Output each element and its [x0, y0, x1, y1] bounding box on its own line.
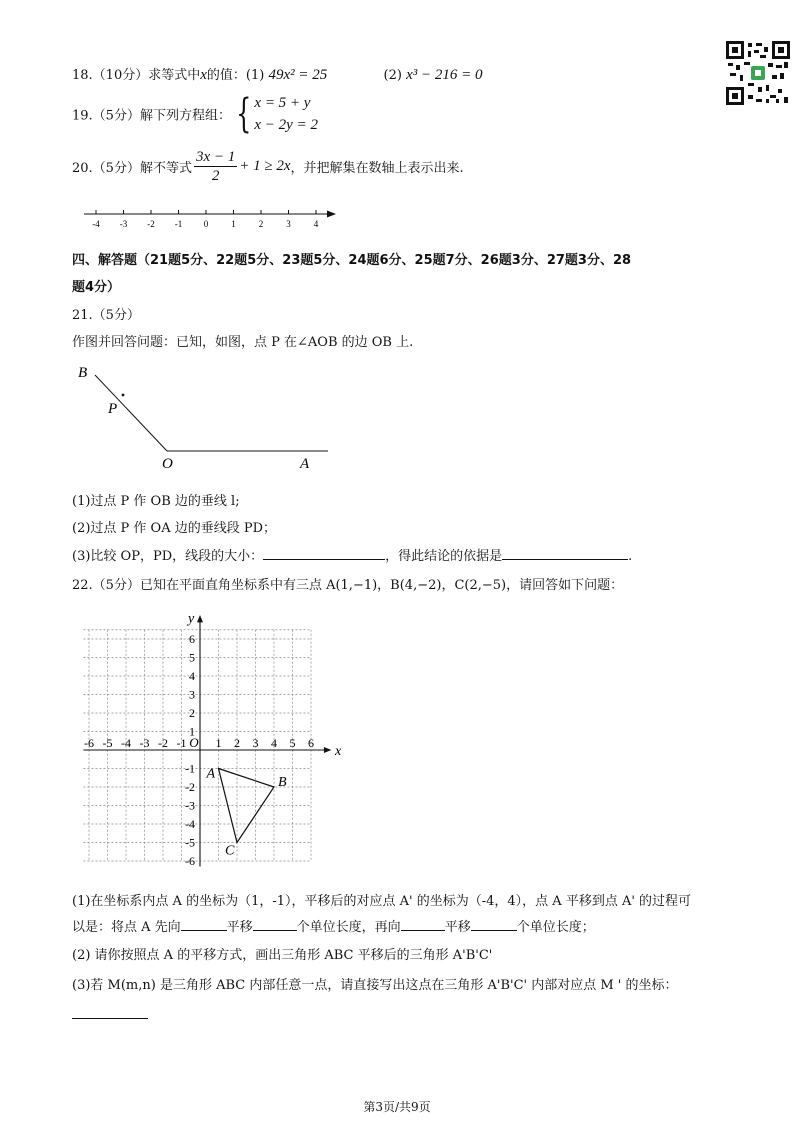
page-footer: 第3页/共9页	[363, 1100, 431, 1114]
coordinate-grid	[78, 600, 353, 870]
q21-step-3-a: (3)比较 OP，PD，线段的大小：	[72, 549, 264, 564]
q22-step-3: (3)若 M(m,n) 是三角形 ABC 内部任意一点，请直接写出这点在三角形 A'B'C' 内部对应点 M ' 的坐标：	[72, 978, 678, 993]
q19-equation-2: x − 2y = 2	[254, 117, 318, 133]
y-tick-label: 4	[189, 669, 195, 683]
q18-var: x	[200, 67, 207, 83]
label-o: O	[162, 456, 173, 472]
q21-step-2: (2)过点 P 作 OA 边的垂线段 PD；	[72, 521, 277, 536]
arrow-right-icon	[327, 211, 336, 218]
number-line-label: 3	[286, 219, 291, 229]
y-tick-label: -1	[185, 761, 195, 776]
angle-aob-figure	[70, 360, 330, 472]
x-tick-label: -4	[121, 736, 131, 750]
q19-equation-1: x = 5 + y	[254, 95, 311, 111]
y-tick-label: -6	[185, 854, 195, 868]
x-tick-label: 4	[271, 736, 277, 750]
number-line-label: -3	[119, 219, 128, 229]
point-label-b: B	[278, 775, 287, 790]
x-tick-label: 6	[308, 736, 314, 750]
number-line-label: 0	[203, 219, 209, 229]
question-21-head: 21.（5分）	[72, 308, 140, 323]
q20-fraction	[194, 148, 237, 185]
label-p: P	[108, 401, 118, 417]
q22-step-1b-4: 平移	[444, 920, 471, 935]
q22-step-1b-3: 个单位长度，再向	[296, 920, 401, 935]
y-tick-label: 5	[189, 650, 195, 665]
label-b: B	[78, 365, 88, 381]
number-line	[84, 204, 344, 232]
q18-equation-2: x³ − 216 = 0	[406, 67, 483, 83]
question-21-intro: 作图并回答问题：已知，如图，点 P 在∠AOB 的边 OB 上.	[72, 335, 414, 350]
point-label-a: A	[206, 766, 216, 782]
question-22-intro: 22.（5分）已知在平面直角坐标系中有三点 A(1,−1)，B(4,−2)，C(2,−5)，请回答如下问题：	[72, 578, 624, 593]
y-tick-label: 6	[189, 632, 195, 646]
q21-step-3-c: .	[628, 549, 633, 564]
q22-step-2: (2) 请你按照点 A 的平移方式，画出三角形 ABC 平移后的三角形 A'B'C'	[72, 948, 493, 963]
answer-blank[interactable]	[253, 916, 297, 931]
q22-step-1b-2: 平移	[226, 920, 253, 935]
q22-step-1b-5: 个单位长度；	[516, 920, 595, 935]
point-p-dot	[122, 394, 125, 397]
x-tick-label: -2	[158, 736, 168, 750]
x-tick-label: -3	[139, 736, 150, 750]
brace-symbol: {	[236, 91, 252, 137]
number-line-label: -1	[174, 219, 183, 229]
label-a: A	[300, 456, 310, 472]
y-axis-label: y	[188, 611, 195, 627]
x-axis-label: x	[335, 744, 342, 759]
q22-step-1a: (1)在坐标系内点 A 的坐标为（1，-1），平移后的对应点 A' 的坐标为（-4，4），点 A 平移到点 A' 的过程可	[72, 894, 692, 909]
origin-label: O	[189, 735, 199, 750]
number-line-label: 4	[313, 219, 319, 229]
y-tick-label: -3	[185, 798, 195, 813]
q18-rest: 的值：(1)	[206, 68, 265, 83]
number-line-label: -4	[92, 219, 100, 229]
y-tick-label: -2	[185, 780, 195, 794]
x-tick-label: 2	[234, 736, 240, 750]
answer-blank[interactable]	[181, 916, 227, 931]
number-line-label: -2	[147, 219, 155, 229]
y-tick-label: -4	[185, 817, 195, 831]
q20-lead: 20.（5分）解不等式	[72, 161, 192, 176]
y-tick-label: 2	[189, 706, 195, 720]
x-tick-label: 3	[252, 736, 259, 750]
x-tick-label: 5	[289, 736, 296, 750]
q18-equation-1: 49x² = 25	[268, 67, 328, 83]
q19-lead: 19.（5分）解下列方程组：	[72, 108, 231, 124]
q20-inequality-rest: + 1 ≥ 2x	[239, 158, 291, 174]
x-tick-label: 1	[215, 736, 222, 750]
qr-code-image	[726, 41, 790, 105]
q21-step-3	[72, 545, 632, 564]
y-tick-label: -5	[185, 835, 195, 850]
answer-blank[interactable]	[471, 916, 517, 931]
triangle-abc	[219, 769, 275, 843]
answer-blank[interactable]	[72, 1005, 148, 1019]
q18-part-2: (2)	[383, 68, 402, 83]
answer-blank[interactable]	[502, 545, 628, 560]
y-arrow-icon	[197, 615, 203, 622]
y-tick-label: 3	[189, 687, 195, 702]
section-heading-cont: 题4分）	[72, 280, 121, 295]
question-20	[72, 148, 464, 185]
q21-step-1: (1)过点 P 作 OB 边的垂线 l;	[72, 494, 240, 509]
answer-blank[interactable]	[401, 916, 445, 931]
q22-step-1b	[72, 916, 595, 935]
x-tick-label: -5	[102, 736, 113, 750]
x-tick-label: -6	[84, 736, 94, 750]
y-tick-label: 1	[189, 724, 195, 739]
q18-lead: 18.（10分）求等式中	[72, 68, 201, 83]
q22-step-1b-1: 以是：将点 A 先向	[72, 920, 181, 935]
number-line-label: 1	[231, 219, 236, 229]
x-arrow-icon	[324, 747, 331, 753]
q21-step-3-b: ，得此结论的依据是	[385, 549, 503, 564]
x-tick-label: -1	[176, 736, 187, 750]
point-label-c: C	[225, 843, 235, 859]
answer-blank[interactable]	[263, 545, 385, 560]
q20-numerator: 3x − 1	[195, 149, 236, 165]
question-19	[72, 92, 318, 136]
question-18	[72, 64, 482, 84]
q20-tail: ，并把解集在数轴上表示出来.	[290, 161, 464, 176]
q20-denominator: 2	[211, 168, 220, 184]
section-heading: 四、解答题（21题5分、22题5分、23题5分、24题6分、25题7分、26题3分、27题3分、28	[72, 253, 632, 268]
number-line-label: 2	[258, 219, 264, 229]
